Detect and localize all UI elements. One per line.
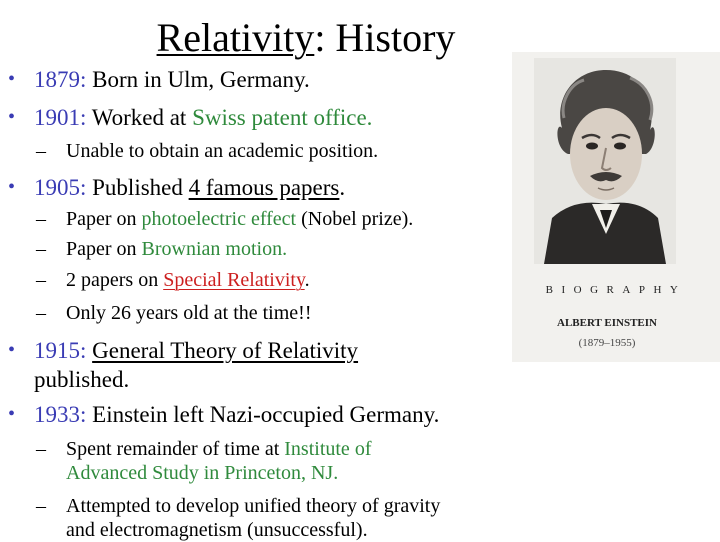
bullet-text: Published <box>86 175 189 200</box>
year-1905: 1905: <box>34 175 87 200</box>
sub-text: Spent remainder of time at <box>66 438 285 460</box>
einstein-biography-card <box>512 52 720 362</box>
bullet-text: Einstein left Nazi-occupied Germany. <box>86 402 440 427</box>
bullet-end: . <box>339 175 346 200</box>
einstein-name: ALBERT EINSTEIN <box>557 317 657 329</box>
sub-text: Unable to obtain an academic position. <box>66 140 379 162</box>
patent-office-highlight: Swiss patent office. <box>192 105 373 130</box>
einstein-years: (1879–1955) <box>578 337 636 349</box>
sub-text: (Nobel prize). <box>296 208 414 230</box>
sub-text: 2 papers on <box>66 269 164 291</box>
dash: – <box>36 495 46 517</box>
year-1879: 1879: <box>34 67 87 92</box>
sub-text: Paper on <box>66 238 142 260</box>
dash: – <box>36 438 46 460</box>
title-history: : History <box>314 15 456 60</box>
dash: – <box>36 238 46 260</box>
famous-papers-link[interactable]: 4 famous papers <box>188 175 340 200</box>
einstein-portrait <box>534 58 676 264</box>
sub-text: . <box>304 269 310 291</box>
sub-text: Only 26 years old at the time!! <box>66 302 312 324</box>
biography-label: BIOGRAPHY <box>545 284 687 296</box>
sub-text: and electromagnetism (unsuccessful). <box>66 519 368 541</box>
sub-text: Paper on <box>66 208 142 230</box>
year-1933: 1933: <box>34 402 87 427</box>
dash: – <box>36 302 46 324</box>
title-relativity: Relativity <box>156 15 315 60</box>
dash: – <box>36 140 46 162</box>
brownian-highlight: Brownian motion. <box>141 238 288 260</box>
year-1901: 1901: <box>34 105 87 130</box>
bullet-text: Worked at <box>86 105 193 130</box>
bullet-dot: • <box>8 339 16 361</box>
sub-text: Attempted to develop unified theory of gravity <box>66 495 441 517</box>
bullet-dot: • <box>8 68 16 90</box>
photoelectric-highlight: photoelectric effect <box>141 208 297 230</box>
institute-highlight-line2: Advanced Study in Princeton, NJ. <box>66 462 339 484</box>
general-relativity-link[interactable]: General Theory of Relativity <box>92 338 359 363</box>
bullet-dot: • <box>8 403 16 425</box>
bullet-text: Born in Ulm, Germany. <box>86 67 310 92</box>
dash: – <box>36 208 46 230</box>
portrait-image <box>534 58 676 264</box>
year-1915: 1915: <box>34 338 87 363</box>
bullet-text: published. <box>34 367 130 392</box>
special-relativity-link[interactable]: Special Relativity <box>163 269 305 291</box>
institute-highlight: Institute of <box>284 438 372 460</box>
bullet-dot: • <box>8 176 16 198</box>
bullet-dot: • <box>8 106 16 128</box>
dash: – <box>36 269 46 291</box>
